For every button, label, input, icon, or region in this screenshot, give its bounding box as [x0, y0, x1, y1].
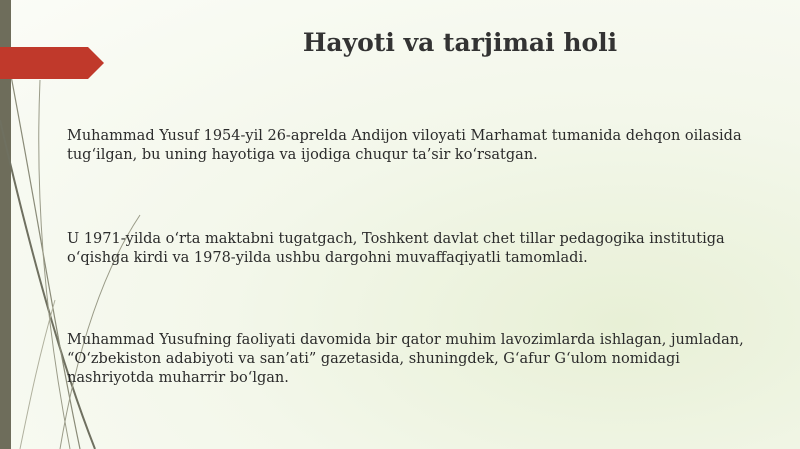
- paragraph-career: Muhammad Yusufning faoliyati davomida bir qator muhim lavozimlarda ishlagan, jumladan, “O‘zbekiston adabiyoti va san’ati” gazetasida, shuningdek, G‘afur G‘ulom nomidagi nashriyotda muharrir bo‘lgan.: [67, 332, 744, 386]
- paragraph-education: U 1971-yilda o‘rta maktabni tugatgach, Toshkent davlat chet tillar pedagogika institutiga o‘qishga kirdi va 1978-yilda ushbu dargohni muvaffaqiyatli tamomladi.: [67, 231, 725, 266]
- accent-arrow: [0, 47, 104, 79]
- slide-title: Hayoti va tarjimai holi: [302, 28, 618, 57]
- paragraph-birth: Muhammad Yusuf 1954-yil 26-aprelda Andijon viloyati Marhamat tumanida dehqon oilasida tug‘ilgan, bu uning hayotiga va ijodiga chuqur ta’sir ko‘rsatgan.: [67, 128, 742, 163]
